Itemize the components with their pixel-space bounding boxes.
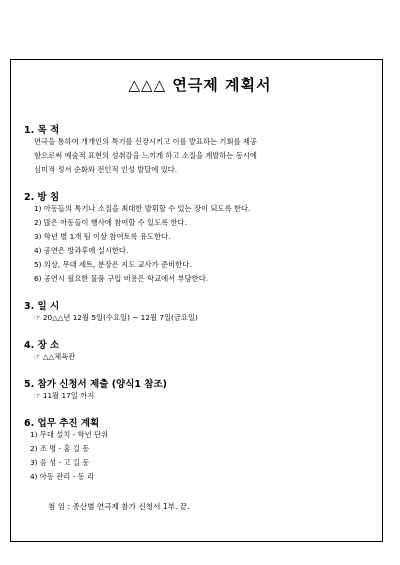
policy-item-5: 5) 의상, 무대 세트, 분장은 지도 교사가 준비한다. bbox=[34, 260, 192, 269]
policy-item-6: 6) 공연시 필요한 물품 구입 비용은 학교에서 부담한다. bbox=[34, 274, 209, 283]
section-heading-task-plan: 6. 업무 추진 계획 bbox=[24, 418, 100, 429]
task-plan-item-4: 4) 아동 관리 - 동 리 bbox=[30, 472, 95, 481]
section-heading-policy: 2. 방 침 bbox=[24, 192, 60, 203]
purpose-line-1: 연극을 통하여 개개인의 특기를 신장시키고 이를 발표하는 기회를 제공 bbox=[34, 137, 257, 146]
purpose-line-3: 심미적 정서 순화와 전인적 인성 발달에 있다. bbox=[34, 165, 178, 174]
policy-item-2: 2) 많은 아동들이 행사에 참여할 수 있도록 한다. bbox=[34, 218, 187, 227]
document-title: △△△ 연극제 계획서 bbox=[128, 76, 272, 94]
section-heading-application: 5. 참가 신청서 제출 (양식1 참조) bbox=[24, 379, 167, 390]
section-heading-venue: 4. 장 소 bbox=[24, 340, 60, 351]
purpose-line-2: 함으로써 예술적 표현의 성취감을 느끼게 하고 소질을 계발하는 동시에 bbox=[34, 151, 257, 160]
task-plan-item-1: 1) 무대 설치 - 학년 단위 bbox=[30, 430, 109, 439]
section-heading-date: 3. 일 시 bbox=[24, 301, 60, 312]
attachment-note: 첨 임 : 종산별 연극제 참가 신청서 1부. 끝. bbox=[48, 502, 190, 511]
policy-item-1: 1) 아동들의 특기나 소질을 최대한 발휘할 수 있는 장이 되도록 한다. bbox=[34, 204, 251, 213]
task-plan-item-2: 2) 조 명 - 홍 길 동 bbox=[30, 444, 90, 453]
document-frame bbox=[10, 59, 383, 542]
date-line: ☞ 20△△년 12월 5일(수요일) ~ 12월 7일(금요일) bbox=[34, 313, 198, 322]
section-heading-purpose: 1. 목 적 bbox=[24, 125, 60, 136]
venue-line: ☞ △△체육관 bbox=[34, 352, 76, 361]
task-plan-item-3: 3) 음 성 - 고 길 동 bbox=[30, 458, 90, 467]
application-deadline-line: ☞ 11월 17일 까지 bbox=[34, 391, 95, 400]
policy-item-3: 3) 학년 별 1개 팀 이상 참여토록 유도한다. bbox=[34, 232, 171, 241]
policy-item-4: 4) 공연은 방과후에 실시한다. bbox=[34, 246, 129, 255]
